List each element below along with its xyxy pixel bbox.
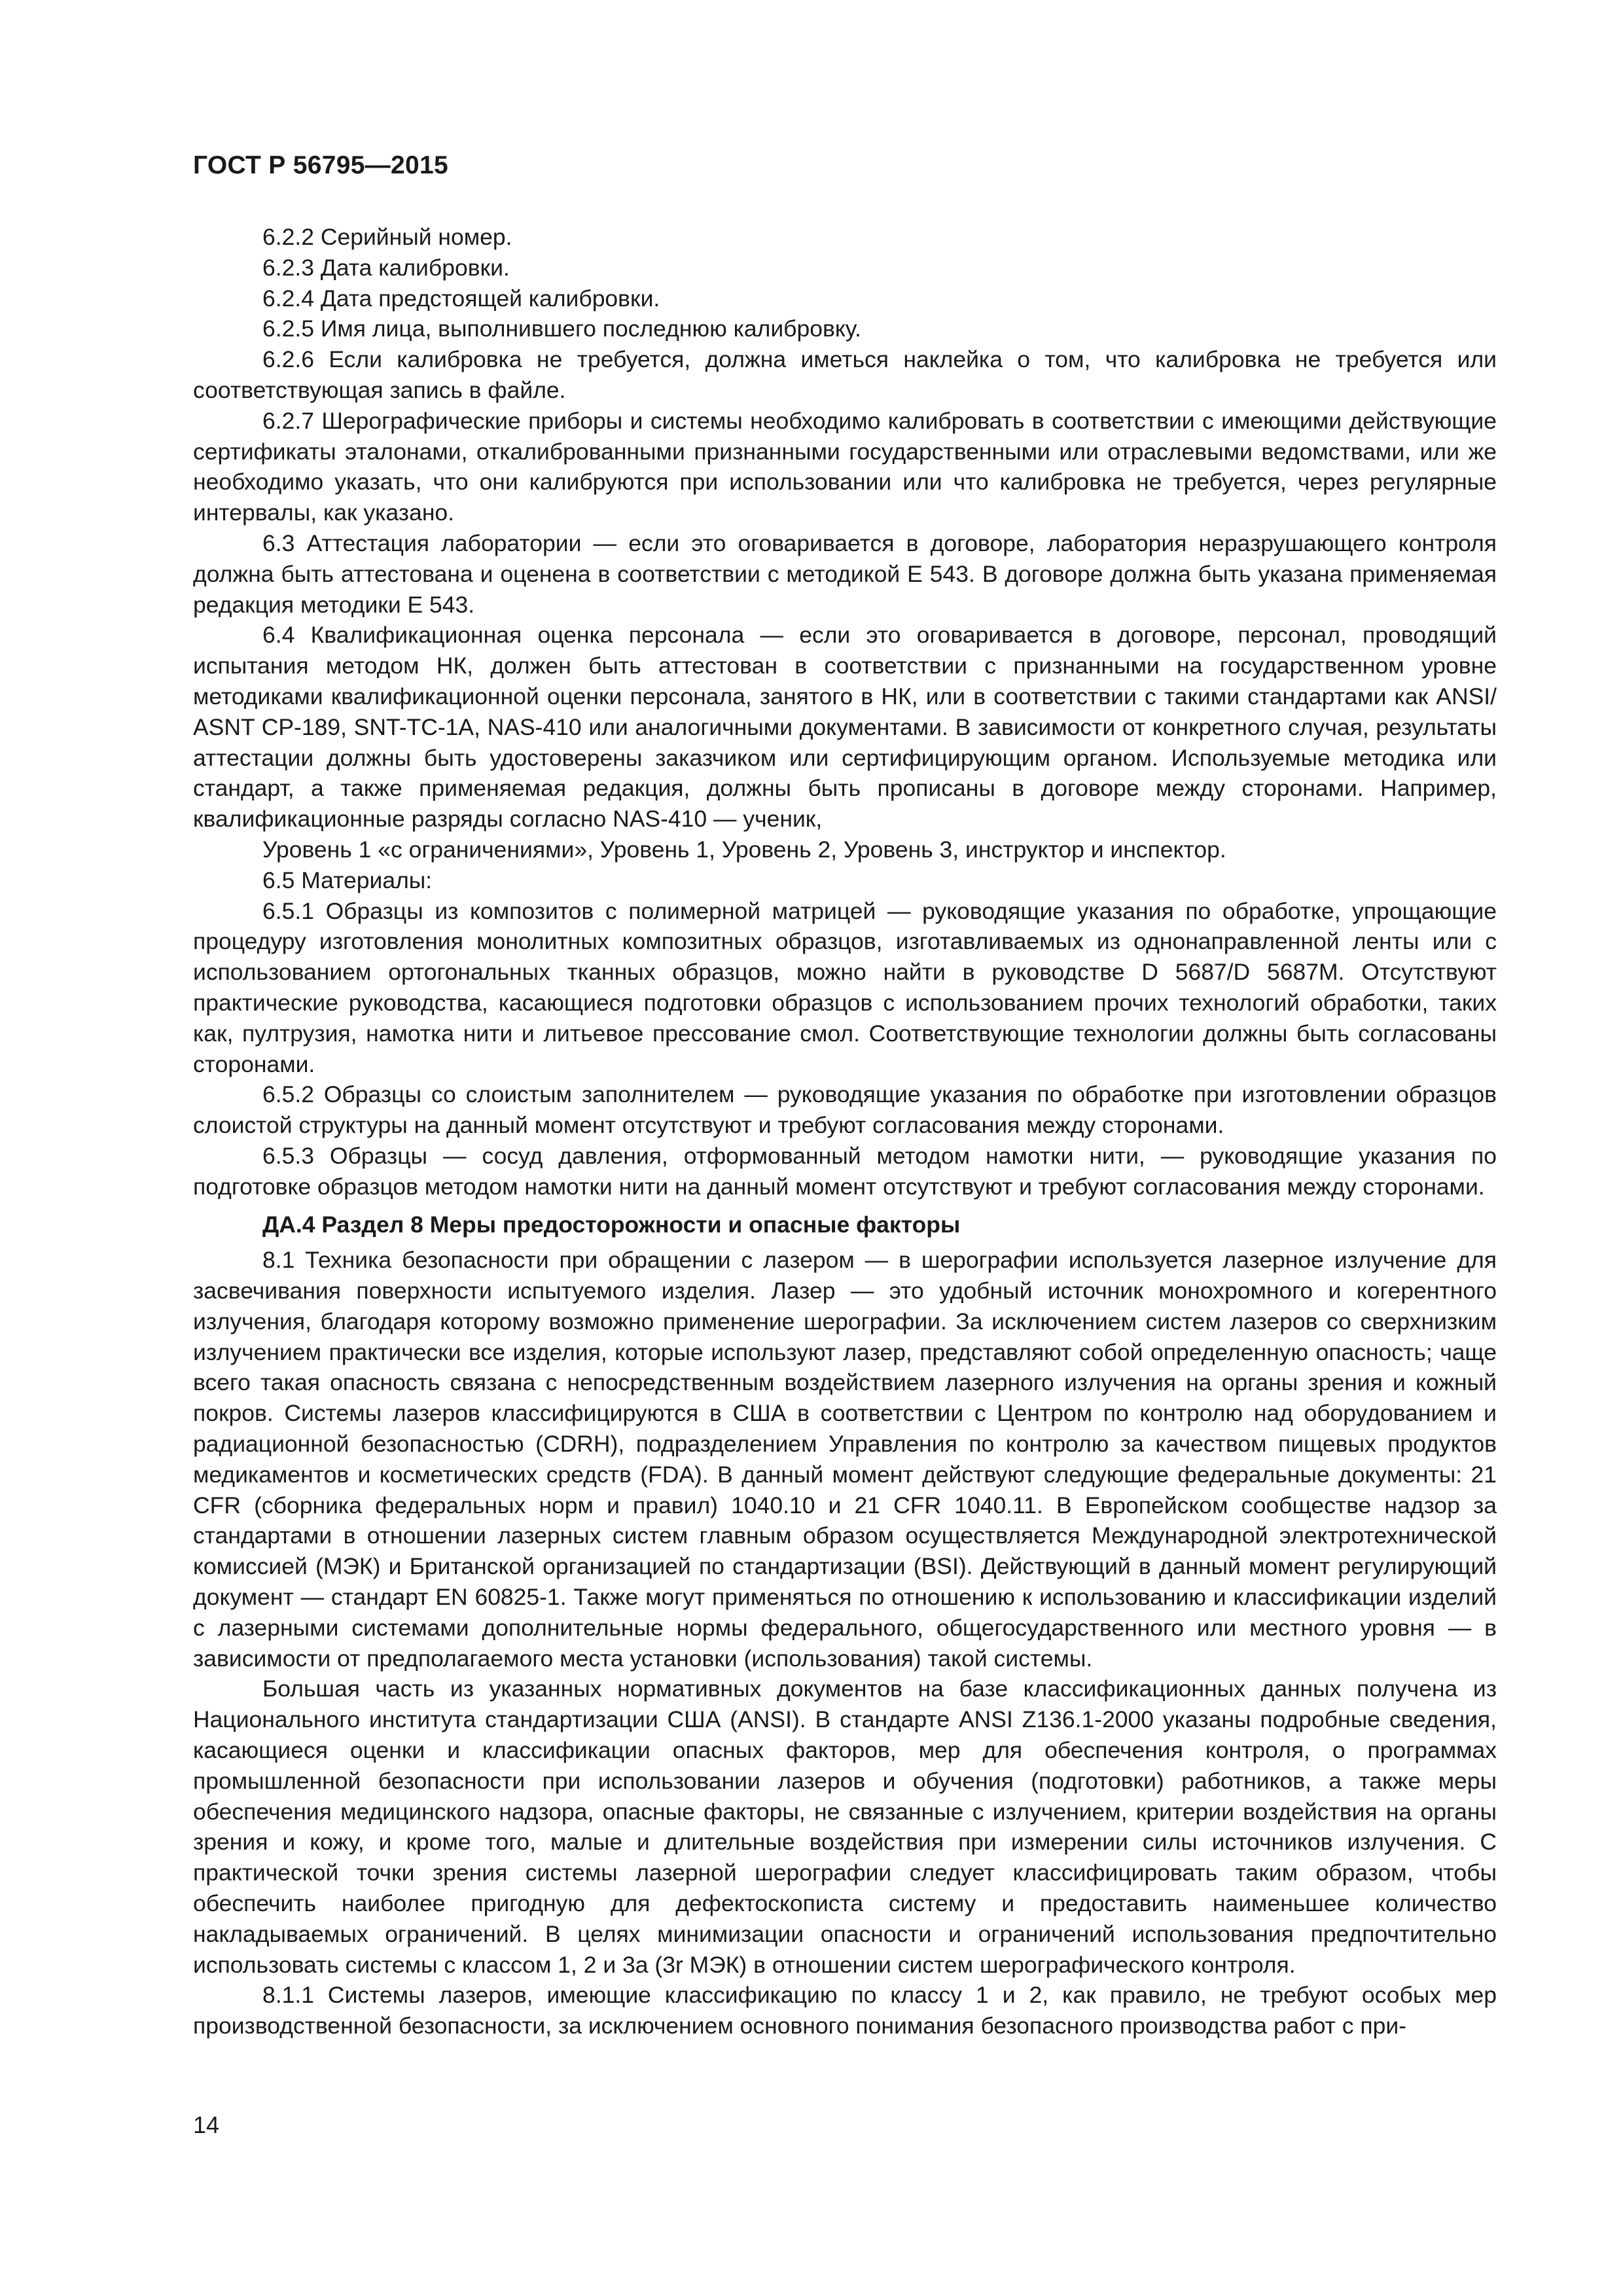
clause-6-2-4: 6.2.4 Дата предстоящей калибровки. [262, 285, 660, 312]
clause-6-2-2: 6.2.2 Серийный номер. [262, 224, 512, 250]
section-heading-da4: ДА.4 Раздел 8 Меры предосторожности и опасные факторы [262, 1211, 961, 1238]
clause-6-2-7: 6.2.7 Шерографические приборы и системы необходимо калибровать в соответствии с имеющими действующие сертификаты эталонами, откалиброванными признанными государственными или отраслевыми ведомствами, или же необходимо указать, что они калибруются при использовании или что калибровка не требуется, через регулярные интервалы, как указано. [193, 407, 1497, 526]
clause-6-2-5: 6.2.5 Имя лица, выполнившего последнюю калибровку. [262, 315, 861, 342]
clause-8-1-1: 8.1.1 Системы лазеров, имеющие классификацию по классу 1 и 2, как правило, не требуют особых мер производственной безопасности, за исключением основного понимания безопасного производства работ с при- [193, 1982, 1497, 2039]
clause-6-4-levels: Уровень 1 «с ограничениями», Уровень 1, Уровень 2, Уровень 3, инструктор и инспектор. [262, 836, 1226, 863]
document-header: ГОСТ Р 56795—2015 [193, 151, 448, 179]
clause-6-5: 6.5 Материалы: [262, 867, 433, 893]
clause-6-3: 6.3 Аттестация лаборатории — если это оговаривается в договоре, лаборатория неразрушающего контроля должна быть аттестована и оценена в соответствии с методикой Е 543. В договоре должна быть указана применяемая редакция методики Е 543. [193, 529, 1497, 618]
document-body [193, 222, 1497, 2041]
clause-6-5-3: 6.5.3 Образцы — сосуд давления, отформованный методом намотки нити, — руководящие указания по подготовке образцов методом намотки нити на данный момент отсутствуют и требуют согласования между сторонами. [193, 1142, 1497, 1200]
clause-8-1-continued: Большая часть из указанных нормативных документов на базе классификационных данных получена из Национального института стандартизации США (ANSI). В стандарте ANSI Z136.1-2000 указаны подробные сведения, касающиеся оценки и классификации опасных факторов, мер для обеспечения контроля, о программах промышленной безопасности при использовании лазеров и обучения (подготовки) работников, а также меры обеспечения медицинского надзора, опасные факторы, не связанные с излучением, критерии воздействия на органы зрения и кожу, и кроме того, малые и длительные воздействия при измерении силы источников излучения. С практической точки зрения системы лазерной шерографии следует классифицировать таким образом, чтобы обеспечить наиболее пригодную для дефектоскописта систему и предоставить наименьшее количество накладываемых ограничений. В целях минимизации опасности и ограничений использования предпочтительно использовать системы с классом 1, 2 и 3а (3r МЭК) в отношении систем шерографического контроля. [193, 1676, 1497, 1978]
clause-6-5-1: 6.5.1 Образцы из композитов с полимерной матрицей — руководящие указания по обработке, упрощающие процедуру изготовления монолитных композитных образцов, изготавливаемых из однонаправленной ленты или с использованием ортогональных тканных образцов, можно найти в руководстве D 5687/D 5687M. Отсутствуют практические руководства, касающиеся подготовки образцов с использованием прочих технологий обработки, таких как, пултрузия, намотка нити и литьевое прессование смол. Соответствующие технологии должны быть согласованы сторонами. [193, 897, 1497, 1077]
clause-6-4: 6.4 Квалификационная оценка персонала — если это оговаривается в договоре, персонал, проводящий испытания методом НК, должен быть аттестован в соответствии с признанными на государственном уровне методиками квалификационной оценки персонала, занятого в НК, или в соответствии с такими стандартами как ANSI/ ASNT CP-189, SNT-TC-1A, NAS-410 или аналогичными документами. В зависимости от конкретного случая, результаты аттестации должны быть удостоверены заказчиком или сертифицирующим органом. Используемые методика или стандарт, а также применяемая редакция, должны быть прописаны в договоре между сторонами. Например, квалификационные разряды согласно NAS-410 — ученик, [193, 622, 1497, 833]
clause-8-1: 8.1 Техника безопасности при обращении с лазером — в шерографии используется лазерное излучение для засвечивания поверхности испытуемого изделия. Лазер — это удобный источник монохромного и когерентного излучения, благодаря которому возможно применение шерографии. За исключением систем лазеров со сверхнизким излучением практически все изделия, которые используют лазер, представляют собой определенную опасность; чаще всего такая опасность связана с непосредственным воздействием лазерного излучения на органы зрения и кожный покров. Системы лазеров классифицируются в США в соответствии с Центром по контролю над оборудованием и радиационной безопасностью (CDRH), подразделением Управления по контролю за качеством пищевых продуктов медикаментов и косметических средств (FDA). В данный момент действуют следующие федеральные документы: 21 CFR (сборника федеральных норм и правил) 1040.10 и 21 CFR 1040.11. В Европейском сообществе надзор за стандартами в отношении лазерных систем главным образом осуществляется Международной электротехнической комиссией (МЭК) и Британской организацией по стандартизации (BSI). Действующий в данный момент регулирующий документ — стандарт EN 60825-1. Также могут применяться по отношению к использованию и классификации изделий с лазерными системами дополнительные нормы федерального, общегосударственного или местного уровня — в зависимости от предполагаемого места установки (использования) такой системы. [193, 1247, 1497, 1672]
clause-6-2-3: 6.2.3 Дата калибровки. [262, 254, 510, 281]
clause-6-2-6: 6.2.6 Если калибровка не требуется, должна иметься наклейка о том, что калибровка не требуется или соответствующая запись в файле. [193, 346, 1497, 403]
clause-6-5-2: 6.5.2 Образцы со слоистым заполнителем — руководящие указания по обработке при изготовлении образцов слоистой структуры на данный момент отсутствуют и требуют согласования между сторонами. [193, 1081, 1497, 1139]
page-number: 14 [193, 2111, 220, 2138]
